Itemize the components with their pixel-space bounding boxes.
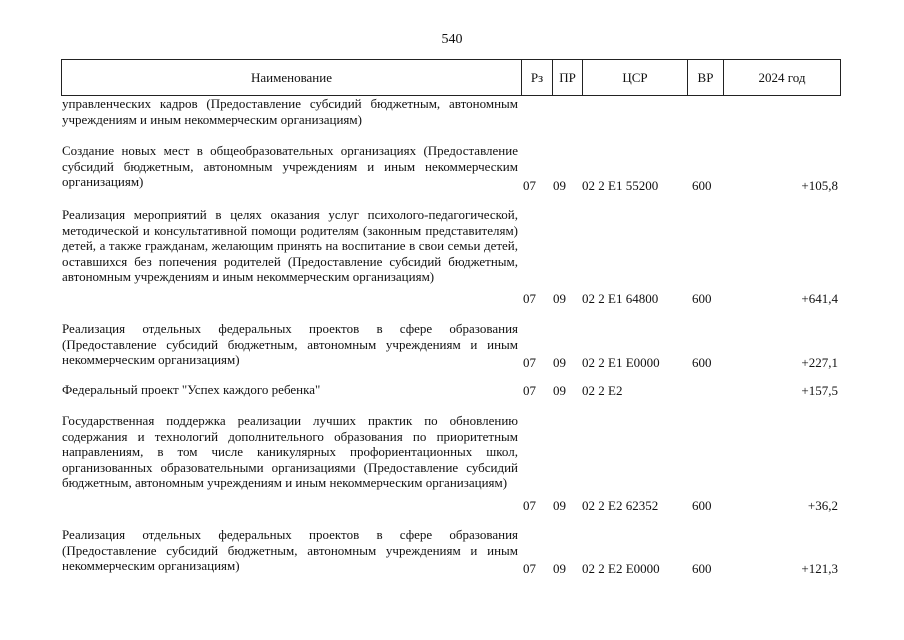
row-vr: 600 [692,498,712,513]
row-rz: 07 [523,383,536,398]
row-name: Государственная поддержка реализации лучших практик по обновлению содержания и технологий дополнительного образования по приоритетным направлениям, в том числе каникулярных профориентационных школ, организованных образовательными организациями (Предоставление субсидий бюджетным, автономным учреждениям и иным некоммерческим организациям) [62,413,518,491]
row-pr: 09 [553,178,566,193]
row-pr: 09 [553,355,566,370]
row-pr: 09 [553,498,566,513]
header-rz: Рз [521,60,552,95]
row-vr: 600 [692,178,712,193]
row-amount: +121,3 [801,561,838,576]
table-row [0,143,904,194]
table-row [0,321,904,371]
row-csr: 02 2 E1 55200 [582,178,659,193]
row-amount: +157,5 [801,383,838,398]
row-pr: 09 [553,561,566,576]
row-vr: 600 [692,355,712,370]
row-amount: +105,8 [801,178,838,193]
table-row [0,207,904,307]
row-name: Создание новых мест в общеобразовательных организациях (Предоставление субсидий бюджетным, автономным учреждениям и иным некоммерческим организациям) [62,143,518,190]
table-row [0,382,904,399]
row-rz: 07 [523,355,536,370]
table-row [0,527,904,577]
row-vr: 600 [692,291,712,306]
row-rz: 07 [523,561,536,576]
row-name: Федеральный проект "Успех каждого ребенка" [62,382,321,397]
header-pr: ПР [552,60,582,95]
row-name: Реализация отдельных федеральных проектов в сфере образования (Предоставление субсидий бюджетным, автономным учреждениям и иным некоммерческим организациям) [62,527,518,574]
row-pr: 09 [553,291,566,306]
row-csr: 02 2 E1 64800 [582,291,659,306]
row-name: Реализация мероприятий в целях оказания услуг психолого-педагогической, методической и консультативной помощи родителям (законным представителям) детей, а также гражданам, желающим принять на воспитание в свои семьи детей, оставшихся без попечения родителей (Предоставление субсидий бюджетным, автономным учреждениям и иным некоммерческим организациям) [62,207,518,285]
row-csr: 02 2 E1 E0000 [582,355,660,370]
row-rz: 07 [523,291,536,306]
header-vr: ВР [687,60,723,95]
header-name: Наименование [251,70,332,85]
header-csr: ЦСР [582,60,687,95]
row-pr: 09 [553,383,566,398]
row-csr: 02 2 E2 62352 [582,498,659,513]
row-rz: 07 [523,498,536,513]
row-name: управленческих кадров (Предоставление субсидий бюджетным, автономным учреждениям и иным некоммерческим организациям) [62,96,518,127]
table-row [0,96,904,128]
row-rz: 07 [523,178,536,193]
row-amount: +36,2 [807,498,838,513]
row-csr: 02 2 E2 E0000 [582,561,660,576]
row-amount: +641,4 [801,291,838,306]
table-header [61,59,841,96]
page-number: 540 [441,32,463,47]
row-vr: 600 [692,561,712,576]
row-name: Реализация отдельных федеральных проектов в сфере образования (Предоставление субсидий бюджетным, автономным учреждениям и иным некоммерческим организациям) [62,321,518,368]
header-year: 2024 год [723,60,840,95]
table-row [0,413,904,514]
row-csr: 02 2 E2 [582,383,623,398]
row-amount: +227,1 [801,355,838,370]
